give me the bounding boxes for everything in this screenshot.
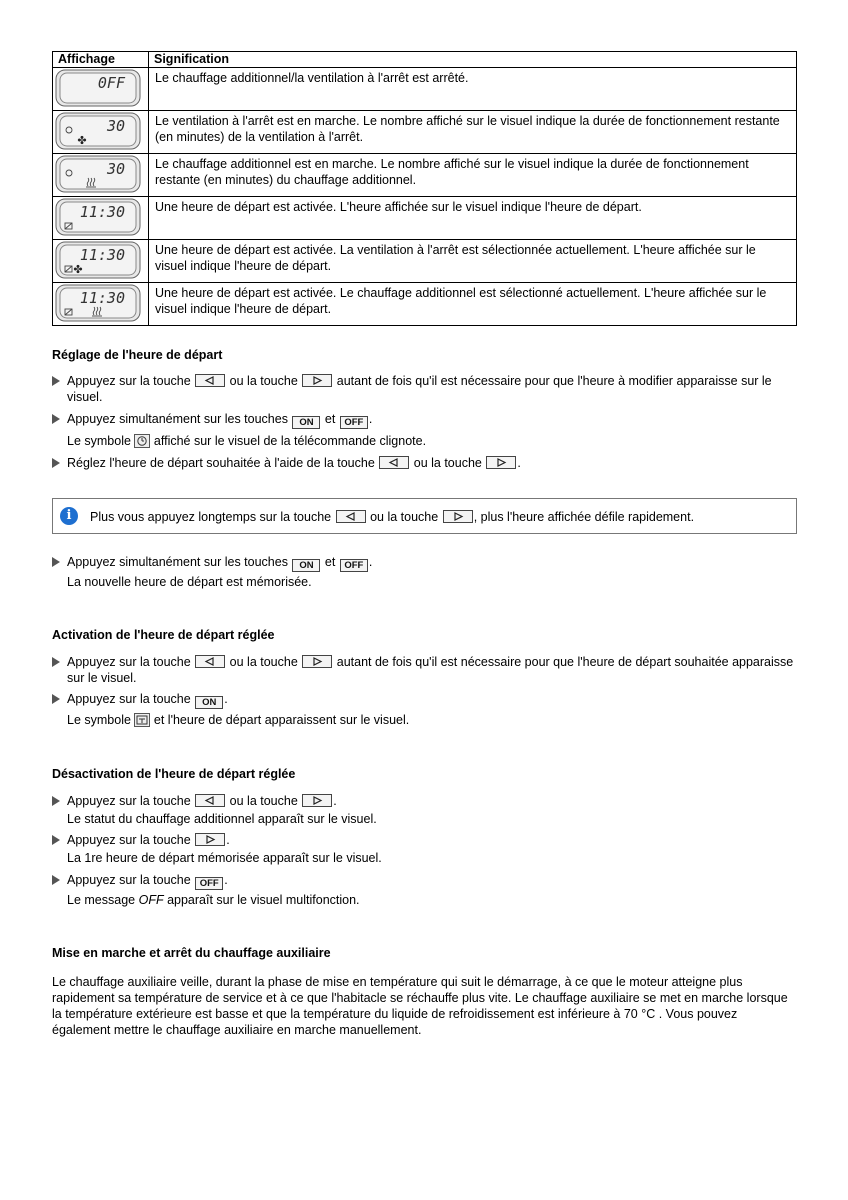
- list-item: Appuyez sur la touche . La 1re heure de départ mémorisée apparaît sur le visuel.: [52, 832, 797, 866]
- table-row: [53, 68, 797, 111]
- svg-text:✤: ✤: [73, 263, 83, 276]
- clock-icon: [134, 434, 150, 448]
- off-button[interactable]: OFF: [340, 559, 368, 572]
- bullet-arrow-icon: [52, 376, 60, 386]
- bullet-arrow-icon: [52, 796, 60, 806]
- on-button[interactable]: ON: [292, 416, 320, 429]
- timer-icon: [134, 713, 150, 727]
- on-button[interactable]: ON: [292, 559, 320, 572]
- lcd-value: 11:30: [79, 246, 125, 264]
- right-button-icon[interactable]: [443, 510, 473, 523]
- lcd-display-icon: [55, 241, 141, 279]
- lcd-display-cell: [53, 240, 149, 283]
- table-row: [53, 197, 797, 240]
- bullet-arrow-icon: [52, 694, 60, 704]
- right-button-icon[interactable]: [302, 374, 332, 387]
- off-button[interactable]: OFF: [340, 416, 368, 429]
- left-button-icon[interactable]: [195, 374, 225, 387]
- lcd-display-cell: [53, 154, 149, 197]
- bullet-arrow-icon: [52, 657, 60, 667]
- info-icon: i: [60, 507, 78, 525]
- svg-text:✤: ✤: [77, 134, 87, 147]
- lcd-display-cell: [53, 283, 149, 326]
- lcd-display-icon: [55, 155, 141, 193]
- off-button[interactable]: OFF: [195, 877, 223, 890]
- header-display: Affichage: [53, 52, 149, 68]
- section-title-setting: Réglage de l'heure de départ: [52, 348, 223, 362]
- meaning-cell: Le chauffage additionnel/la ventilation à l'arrêt est arrêté.: [149, 68, 797, 111]
- list-item: Appuyez sur la touche OFF . Le message OFF apparaît sur le visuel multifonction.: [52, 872, 797, 908]
- bullet-arrow-icon: [52, 458, 60, 468]
- lcd-value: 11:30: [79, 289, 125, 307]
- meaning-cell: Une heure de départ est activée. Le chauffage additionnel est sélectionné actuellement. L'heure affichée sur le visuel indique l'heure de départ.: [149, 283, 797, 326]
- right-button-icon[interactable]: [302, 794, 332, 807]
- bullet-arrow-icon: [52, 875, 60, 885]
- list-item: Appuyez simultanément sur les touches ON et OFF . Le symbole affiché sur le visuel de la télécommande clignote.: [52, 411, 797, 449]
- section-title-activation: Activation de l'heure de départ réglée: [52, 628, 275, 642]
- meaning-cell: Le ventilation à l'arrêt est en marche. Le nombre affiché sur le visuel indique la durée de fonctionnement restante (en minutes) de la ventilation à l'arrêt.: [149, 111, 797, 154]
- list-item: Appuyez sur la touche ou la touche autant de fois qu'il est nécessaire pour que l'heure de départ souhaitée apparaisse sur le visuel.: [52, 654, 797, 686]
- bullet-arrow-icon: [52, 557, 60, 567]
- lcd-display-cell: [53, 197, 149, 240]
- table-row: [53, 240, 797, 283]
- meaning-cell: Le chauffage additionnel est en marche. Le nombre affiché sur le visuel indique la durée de fonctionnement restante (en minutes) du chauffage additionnel.: [149, 154, 797, 197]
- table-row: [53, 283, 797, 326]
- left-button-icon[interactable]: [195, 655, 225, 668]
- bullet-arrow-icon: [52, 835, 60, 845]
- left-button-icon[interactable]: [195, 794, 225, 807]
- section-title-deactivation: Désactivation de l'heure de départ réglée: [52, 767, 296, 781]
- right-button-icon[interactable]: [302, 655, 332, 668]
- right-button-icon[interactable]: [195, 833, 225, 846]
- lcd-value: 30: [106, 160, 125, 178]
- table-row: [53, 154, 797, 197]
- right-button-icon[interactable]: [486, 456, 516, 469]
- meaning-cell: Une heure de départ est activée. L'heure affichée sur le visuel indique l'heure de départ.: [149, 197, 797, 240]
- lcd-value: 11:30: [79, 203, 125, 221]
- left-button-icon[interactable]: [336, 510, 366, 523]
- page: [52, 51, 797, 1037]
- section-title-auxiliary-heater: Mise en marche et arrêt du chauffage auxiliaire: [52, 946, 331, 960]
- auxiliary-heater-paragraph: Le chauffage auxiliaire veille, durant la phase de mise en température qui suit le démarrage, à ce que le moteur atteigne plus rapidement sa température de service et à ce que l'habitacle se réchauffe plus vite. Le chauffage auxiliaire se met en marche lorsque la température extérieure est basse et que la température du liquide de refroidissement est inférieure à 70 °C . Vous pouvez également mettre le chauffage auxiliaire en marche manuellement.: [52, 975, 788, 1037]
- bullet-arrow-icon: [52, 414, 60, 424]
- lcd-display-icon: [55, 284, 141, 322]
- list-item: Réglez l'heure de départ souhaitée à l'aide de la touche ou la touche .: [52, 455, 797, 471]
- on-button[interactable]: ON: [195, 696, 223, 709]
- list-item: Appuyez simultanément sur les touches ON et OFF . La nouvelle heure de départ est mémorisée.: [52, 554, 797, 590]
- list-item: Appuyez sur la touche ON . Le symbole et l'heure de départ apparaissent sur le visuel.: [52, 691, 797, 728]
- meaning-cell: Une heure de départ est activée. La ventilation à l'arrêt est sélectionnée actuellement. L'heure affichée sur le visuel indique l'heure de départ.: [149, 240, 797, 283]
- table-row: [53, 111, 797, 154]
- lcd-value: 0FF: [97, 74, 125, 92]
- lcd-value: 30: [106, 117, 125, 135]
- lcd-display-cell: [53, 111, 149, 154]
- list-item: Appuyez sur la touche ou la touche . Le statut du chauffage additionnel apparaît sur le visuel.: [52, 793, 797, 827]
- header-meaning: Signification: [149, 52, 797, 68]
- lcd-display-icon: [55, 69, 141, 107]
- left-button-icon[interactable]: [379, 456, 409, 469]
- info-note: i Plus vous appuyez longtemps sur la touche ou la touche , plus l'heure affichée défile rapidement.: [52, 498, 797, 534]
- lcd-display-icon: [55, 198, 141, 236]
- list-item: Appuyez sur la touche ou la touche autant de fois qu'il est nécessaire pour que l'heure à modifier apparaisse sur le visuel.: [52, 373, 797, 405]
- lcd-display-cell: [53, 68, 149, 111]
- display-meaning-table: [52, 51, 797, 326]
- lcd-display-icon: [55, 112, 141, 150]
